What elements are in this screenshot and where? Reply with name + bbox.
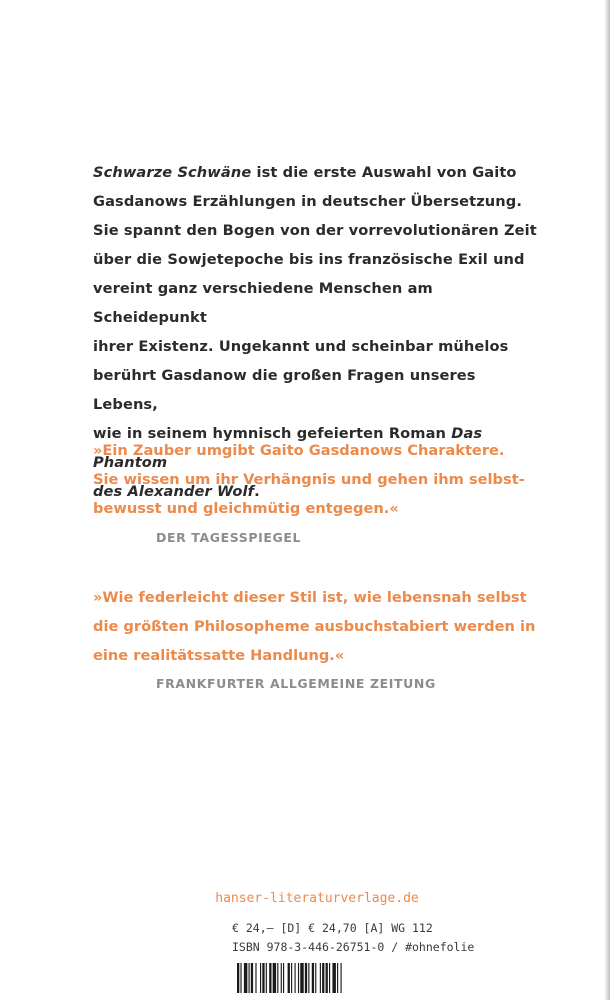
blurb-line: des Alexander Wolf. [93, 483, 260, 500]
barcode-bar [295, 963, 296, 993]
press-quote-faz [93, 583, 563, 670]
quote-source: FRANKFURTER ALLGEMEINE ZEITUNG [156, 676, 436, 691]
barcode-bar [320, 963, 321, 993]
isbn: ISBN 978-3-446-26751-0 / #ohnefolie [232, 940, 475, 954]
barcode-bar [329, 963, 330, 993]
barcode-bar [260, 963, 261, 993]
quote-line: die größten Philosopheme ausbuchstabiert werden in [93, 618, 536, 635]
barcode-bar [249, 963, 250, 993]
barcode-bar [341, 963, 342, 993]
barcode-bar [255, 963, 256, 993]
blurb-line: ihrer Existenz. Ungekannt und scheinbar mühelos [93, 338, 509, 355]
barcode-bar [251, 963, 253, 993]
quote-line: »Wie federleicht dieser Stil ist, wie lebensnah selbst [93, 589, 527, 606]
barcode-bar [305, 963, 307, 993]
publisher-website: hanser-literaturverlage.de [215, 891, 419, 906]
barcode-bar [322, 963, 324, 993]
blurb-line: wie in seinem hymnisch gefeierten Roman Das Phantom [93, 425, 483, 471]
blurb-line: Schwarze Schwäne ist die erste Auswahl von Gaito [93, 164, 517, 181]
quote-line: »Ein Zauber umgibt Gaito Gasdanows Charaktere. [93, 442, 505, 459]
barcode-bar [244, 963, 247, 993]
barcode-bar [288, 963, 290, 993]
barcode-bar [262, 963, 264, 993]
barcode-bar [283, 963, 284, 993]
barcode-bar [308, 963, 309, 993]
blurb-line: vereint ganz verschiedene Menschen am Scheidepunkt [93, 280, 433, 326]
quote-source: DER TAGESSPIEGEL [156, 530, 302, 545]
barcode-bar [312, 963, 314, 993]
quote-line: bewusst und gleichmütig entgegen.« [93, 500, 399, 517]
barcode-bar [269, 963, 271, 993]
barcode-bar [281, 963, 282, 993]
barcode-bar [315, 963, 316, 993]
barcode-bar [332, 963, 335, 993]
barcode-bar [266, 963, 267, 993]
blurb-line: über die Sowjetepoche bis ins französische Exil und [93, 251, 525, 268]
quote-line: eine realitätssatte Handlung.« [93, 647, 345, 664]
quote-line: Sie wissen um ihr Verhängnis und gehen ihm selbst- [93, 471, 525, 488]
barcode-bar [300, 963, 303, 993]
book-title: Schwarze Schwäne [93, 164, 252, 181]
barcode-bar [273, 963, 276, 993]
barcode-bar [326, 963, 328, 993]
blurb-line: Gasdanows Erzählungen in deutscher Übersetzung. [93, 193, 522, 210]
blurb-line: Sie spannt den Bogen von der vorrevolutionären Zeit [93, 222, 537, 239]
novel-title: Das Phantom [93, 425, 483, 471]
barcode-bar [291, 963, 292, 993]
barcode-bar [277, 963, 278, 993]
barcode-icon [237, 963, 375, 993]
barcode-bar [237, 963, 239, 993]
press-quote-tagesspiegel [93, 436, 563, 523]
spine-edge [604, 0, 610, 1000]
novel-title-continued: des Alexander Wolf [93, 483, 255, 500]
price-info: € 24,– [D] € 24,70 [A] WG 112 [232, 921, 433, 935]
barcode-bar [240, 963, 241, 993]
barcode-bar [298, 963, 299, 993]
barcode-bar [337, 963, 338, 993]
blurb-line: berührt Gasdanow die großen Fragen unseres Lebens, [93, 367, 476, 413]
